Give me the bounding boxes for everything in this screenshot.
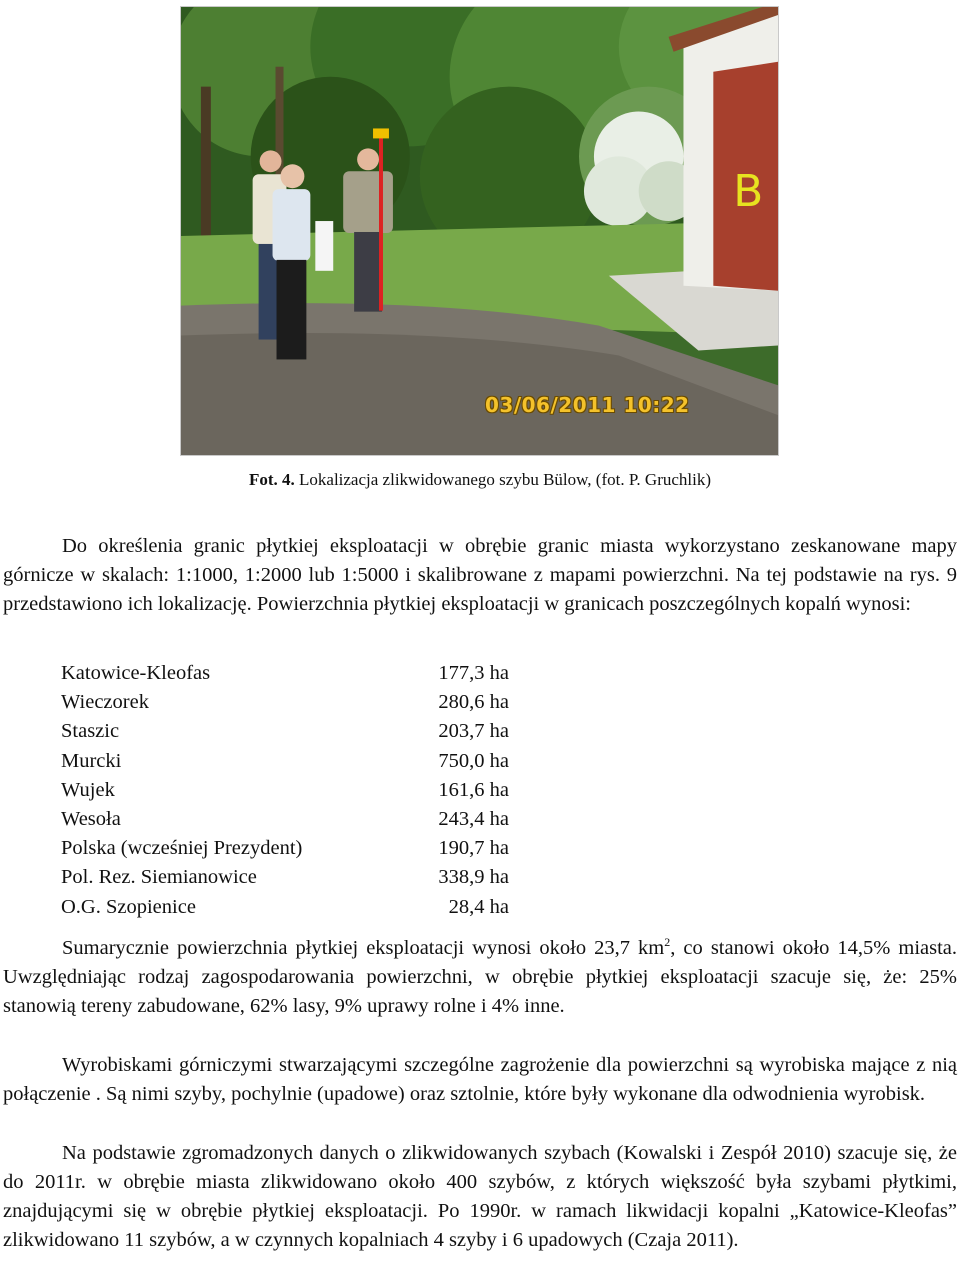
caption-text: Lokalizacja zlikwidowanego szybu Bülow, (fot. P. Gruchlik) — [299, 470, 712, 489]
mine-area: 338,9 ha — [438, 866, 509, 889]
list-item — [61, 863, 541, 892]
list-item — [61, 659, 541, 688]
mine-name: Katowice-Kleofas — [61, 662, 211, 684]
mine-area: 750,0 ha — [438, 749, 509, 772]
mine-name: Wieczorek — [61, 691, 149, 714]
caption-label: Fot. 4. — [248, 470, 295, 489]
mine-area: 190,7 ha — [438, 837, 509, 860]
figure-caption — [0, 470, 960, 490]
list-item — [61, 834, 541, 863]
mine-name: Staszic — [61, 720, 120, 743]
paragraph-1: Do określenia granic płytkiej eksploatacji w obrębie granic miasta wykorzystano zeskanowane mapy górnicze w skalach: 1:1000, 1:2000 lub 1:5000 i skalibrowane z mapami powierzchni. Na tej podstawie na rys. 9 przedstawiono ich lokalizację. Powierzchnia płytkiej eksploatacji w granicach poszczególnych kopalń wynosi: — [3, 535, 957, 615]
mine-area: 243,4 ha — [438, 807, 509, 830]
paragraph-2-start: Sumarycznie powierzchnia płytkiej eksploatacji wynosi około 23,7 km — [62, 937, 665, 959]
paragraph-3: Wyrobiskami górniczymi stwarzającymi szczególne zagrożenie dla powierzchni są wyrobiska mające z nią połączenie . Są nimi szyby, pochylnie (upadowe) oraz sztolnie, które były wykonane dla odwodnienia wyrobisk. — [3, 1054, 957, 1105]
graffiti: B — [733, 166, 764, 218]
mine-area: 161,6 ha — [438, 778, 509, 801]
superscript-2: 2 — [664, 935, 671, 950]
list-item — [61, 688, 541, 717]
mine-name: Polska (wcześniej Prezydent) — [61, 837, 303, 860]
mine-area: 203,7 ha — [438, 720, 509, 743]
list-item — [61, 893, 541, 922]
list-item — [61, 717, 541, 746]
mine-list — [61, 659, 541, 922]
site-photo — [180, 6, 779, 456]
paragraph-2 — [3, 934, 957, 1021]
paragraph-4: Na podstawie zgromadzonych danych o zlikwidowanych szybach (Kowalski i Zespół 2010) szacuje się, że do 2011r. w obrębie miasta zlikwidowano około 400 szybów, z których większość była szybami płytkimi, znajdującymi się w obrębie płytkiej eksploatacji. Po 1990r. w ramach likwidacji kopalni „Katowice-Kleofas” zlikwidowano 11 szybów, a w czynnych kopalniach 4 szyby i 6 upadowych (Czaja 2011). — [3, 1142, 957, 1251]
list-item — [61, 805, 541, 834]
site-photo-illustration — [181, 7, 778, 455]
mine-area: 177,3 ha — [438, 662, 509, 684]
paragraph-2-end: , co stanowi około 14,5% miasta. Uwzględniając rodzaj zagospodarowania powierzchni, w obrębie płytkiej eksploatacji szacuje się, że: 25% stanowią tereny zabudowane, 62% lasy, 9% uprawy rolne i 4% inne. — [3, 937, 958, 1017]
mine-name: Murcki — [61, 749, 122, 772]
mine-name: O.G. Szopienice — [61, 895, 196, 918]
mine-area: 280,6 ha — [438, 691, 509, 714]
mine-name: Pol. Rez. Siemianowice — [61, 866, 257, 889]
mine-name: Wesoła — [61, 807, 121, 830]
list-item — [61, 776, 541, 805]
photo-timestamp: 03/06/2011 10:22 — [485, 393, 690, 417]
list-item — [61, 747, 541, 776]
mine-area: 28,4 ha — [448, 895, 509, 918]
mine-name: Wujek — [61, 778, 115, 801]
